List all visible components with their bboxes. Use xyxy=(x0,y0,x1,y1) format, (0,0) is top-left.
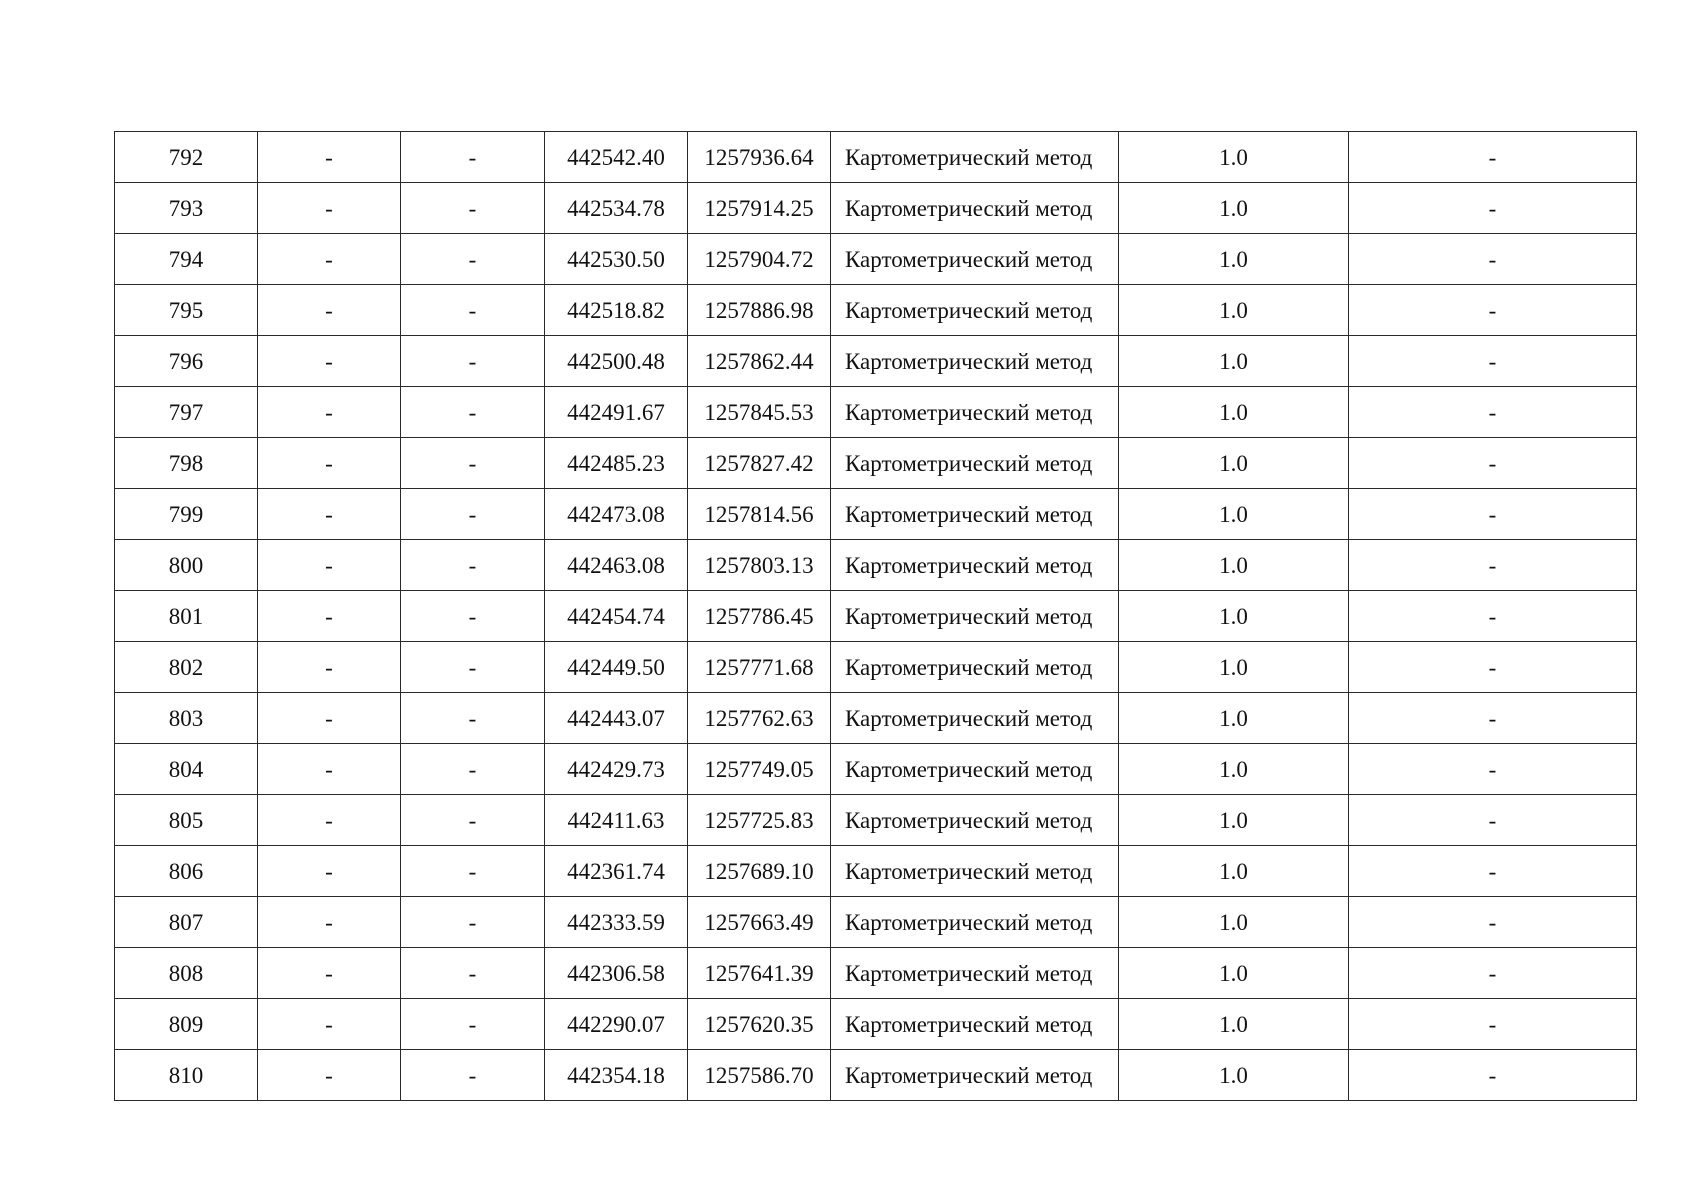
cell-point-number: 808 xyxy=(115,948,258,999)
cell-coordinate-y: 1257886.98 xyxy=(688,285,831,336)
cell-note: - xyxy=(1349,438,1637,489)
cell-empty-dash: - xyxy=(258,489,401,540)
cell-empty-dash: - xyxy=(258,132,401,183)
cell-method: Картометрический метод xyxy=(831,693,1119,744)
cell-empty-dash: - xyxy=(258,438,401,489)
table-row xyxy=(115,438,1637,489)
cell-coordinate-y: 1257725.83 xyxy=(688,795,831,846)
cell-empty-dash: - xyxy=(258,693,401,744)
cell-accuracy: 1.0 xyxy=(1119,999,1349,1050)
cell-coordinate-y: 1257586.70 xyxy=(688,1050,831,1101)
cell-note: - xyxy=(1349,591,1637,642)
cell-empty-dash: - xyxy=(401,897,545,948)
cell-empty-dash: - xyxy=(401,438,545,489)
cell-empty-dash: - xyxy=(401,183,545,234)
cell-accuracy: 1.0 xyxy=(1119,336,1349,387)
cell-empty-dash: - xyxy=(401,591,545,642)
cell-method: Картометрический метод xyxy=(831,795,1119,846)
cell-point-number: 809 xyxy=(115,999,258,1050)
table-row xyxy=(115,693,1637,744)
cell-point-number: 801 xyxy=(115,591,258,642)
cell-coordinate-y: 1257620.35 xyxy=(688,999,831,1050)
cell-coordinate-y: 1257689.10 xyxy=(688,846,831,897)
cell-note: - xyxy=(1349,846,1637,897)
cell-note: - xyxy=(1349,132,1637,183)
cell-method: Картометрический метод xyxy=(831,387,1119,438)
cell-accuracy: 1.0 xyxy=(1119,489,1349,540)
cell-coordinate-x: 442449.50 xyxy=(545,642,688,693)
cell-method: Картометрический метод xyxy=(831,897,1119,948)
cell-coordinate-x: 442530.50 xyxy=(545,234,688,285)
cell-note: - xyxy=(1349,387,1637,438)
table-row xyxy=(115,132,1637,183)
cell-coordinate-x: 442500.48 xyxy=(545,336,688,387)
cell-coordinate-x: 442361.74 xyxy=(545,846,688,897)
cell-method: Картометрический метод xyxy=(831,183,1119,234)
cell-coordinate-x: 442518.82 xyxy=(545,285,688,336)
cell-empty-dash: - xyxy=(258,642,401,693)
cell-accuracy: 1.0 xyxy=(1119,387,1349,438)
table-row xyxy=(115,540,1637,591)
cell-point-number: 804 xyxy=(115,744,258,795)
cell-coordinate-y: 1257641.39 xyxy=(688,948,831,999)
cell-note: - xyxy=(1349,336,1637,387)
cell-empty-dash: - xyxy=(401,1050,545,1101)
cell-coordinate-y: 1257827.42 xyxy=(688,438,831,489)
cell-accuracy: 1.0 xyxy=(1119,591,1349,642)
table-row xyxy=(115,234,1637,285)
cell-point-number: 797 xyxy=(115,387,258,438)
cell-point-number: 810 xyxy=(115,1050,258,1101)
table-row xyxy=(115,846,1637,897)
cell-coordinate-x: 442429.73 xyxy=(545,744,688,795)
table-row xyxy=(115,744,1637,795)
cell-coordinate-y: 1257762.63 xyxy=(688,693,831,744)
cell-empty-dash: - xyxy=(258,540,401,591)
cell-empty-dash: - xyxy=(401,846,545,897)
cell-coordinate-x: 442290.07 xyxy=(545,999,688,1050)
table-row xyxy=(115,642,1637,693)
cell-empty-dash: - xyxy=(258,234,401,285)
cell-note: - xyxy=(1349,1050,1637,1101)
cell-coordinate-x: 442473.08 xyxy=(545,489,688,540)
cell-empty-dash: - xyxy=(258,387,401,438)
cell-coordinate-x: 442354.18 xyxy=(545,1050,688,1101)
cell-note: - xyxy=(1349,540,1637,591)
cell-coordinate-y: 1257814.56 xyxy=(688,489,831,540)
cell-empty-dash: - xyxy=(258,285,401,336)
cell-note: - xyxy=(1349,489,1637,540)
table-row xyxy=(115,489,1637,540)
cell-empty-dash: - xyxy=(258,1050,401,1101)
cell-empty-dash: - xyxy=(401,795,545,846)
cell-coordinate-x: 442333.59 xyxy=(545,897,688,948)
cell-note: - xyxy=(1349,693,1637,744)
table-row xyxy=(115,795,1637,846)
cell-point-number: 800 xyxy=(115,540,258,591)
cell-empty-dash: - xyxy=(401,489,545,540)
cell-note: - xyxy=(1349,999,1637,1050)
cell-empty-dash: - xyxy=(401,744,545,795)
cell-point-number: 792 xyxy=(115,132,258,183)
cell-empty-dash: - xyxy=(258,897,401,948)
cell-coordinate-y: 1257914.25 xyxy=(688,183,831,234)
cell-method: Картометрический метод xyxy=(831,540,1119,591)
table-row xyxy=(115,387,1637,438)
cell-accuracy: 1.0 xyxy=(1119,1050,1349,1101)
cell-empty-dash: - xyxy=(258,336,401,387)
cell-point-number: 795 xyxy=(115,285,258,336)
coordinates-table xyxy=(114,131,1637,1101)
cell-method: Картометрический метод xyxy=(831,846,1119,897)
cell-empty-dash: - xyxy=(258,948,401,999)
table-body xyxy=(115,132,1637,1101)
cell-note: - xyxy=(1349,744,1637,795)
cell-point-number: 806 xyxy=(115,846,258,897)
cell-point-number: 798 xyxy=(115,438,258,489)
cell-empty-dash: - xyxy=(258,999,401,1050)
cell-coordinate-y: 1257936.64 xyxy=(688,132,831,183)
cell-coordinate-x: 442491.67 xyxy=(545,387,688,438)
cell-empty-dash: - xyxy=(401,336,545,387)
cell-note: - xyxy=(1349,183,1637,234)
cell-empty-dash: - xyxy=(401,132,545,183)
cell-point-number: 805 xyxy=(115,795,258,846)
cell-method: Картометрический метод xyxy=(831,285,1119,336)
cell-accuracy: 1.0 xyxy=(1119,132,1349,183)
cell-empty-dash: - xyxy=(401,234,545,285)
cell-coordinate-y: 1257749.05 xyxy=(688,744,831,795)
cell-empty-dash: - xyxy=(401,285,545,336)
cell-note: - xyxy=(1349,897,1637,948)
cell-coordinate-y: 1257803.13 xyxy=(688,540,831,591)
cell-note: - xyxy=(1349,795,1637,846)
cell-accuracy: 1.0 xyxy=(1119,285,1349,336)
cell-accuracy: 1.0 xyxy=(1119,948,1349,999)
cell-note: - xyxy=(1349,948,1637,999)
cell-point-number: 793 xyxy=(115,183,258,234)
cell-empty-dash: - xyxy=(258,795,401,846)
table-row xyxy=(115,183,1637,234)
cell-method: Картометрический метод xyxy=(831,1050,1119,1101)
cell-accuracy: 1.0 xyxy=(1119,438,1349,489)
cell-point-number: 796 xyxy=(115,336,258,387)
cell-empty-dash: - xyxy=(258,183,401,234)
cell-empty-dash: - xyxy=(401,387,545,438)
cell-method: Картометрический метод xyxy=(831,642,1119,693)
cell-coordinate-x: 442542.40 xyxy=(545,132,688,183)
table-row xyxy=(115,336,1637,387)
cell-method: Картометрический метод xyxy=(831,438,1119,489)
cell-empty-dash: - xyxy=(401,642,545,693)
cell-method: Картометрический метод xyxy=(831,336,1119,387)
cell-empty-dash: - xyxy=(258,744,401,795)
table-row xyxy=(115,285,1637,336)
cell-coordinate-y: 1257663.49 xyxy=(688,897,831,948)
cell-point-number: 799 xyxy=(115,489,258,540)
cell-coordinate-y: 1257786.45 xyxy=(688,591,831,642)
cell-empty-dash: - xyxy=(258,846,401,897)
cell-coordinate-x: 442463.08 xyxy=(545,540,688,591)
cell-accuracy: 1.0 xyxy=(1119,846,1349,897)
cell-coordinate-x: 442411.63 xyxy=(545,795,688,846)
cell-accuracy: 1.0 xyxy=(1119,744,1349,795)
cell-coordinate-y: 1257845.53 xyxy=(688,387,831,438)
cell-coordinate-y: 1257771.68 xyxy=(688,642,831,693)
cell-method: Картометрический метод xyxy=(831,591,1119,642)
cell-method: Картометрический метод xyxy=(831,948,1119,999)
cell-point-number: 802 xyxy=(115,642,258,693)
cell-method: Картометрический метод xyxy=(831,999,1119,1050)
cell-accuracy: 1.0 xyxy=(1119,693,1349,744)
cell-point-number: 807 xyxy=(115,897,258,948)
cell-coordinate-y: 1257862.44 xyxy=(688,336,831,387)
cell-accuracy: 1.0 xyxy=(1119,183,1349,234)
cell-method: Картометрический метод xyxy=(831,132,1119,183)
cell-accuracy: 1.0 xyxy=(1119,897,1349,948)
cell-accuracy: 1.0 xyxy=(1119,642,1349,693)
cell-note: - xyxy=(1349,642,1637,693)
table-row xyxy=(115,999,1637,1050)
cell-method: Картометрический метод xyxy=(831,234,1119,285)
cell-accuracy: 1.0 xyxy=(1119,234,1349,285)
cell-coordinate-x: 442534.78 xyxy=(545,183,688,234)
cell-coordinate-x: 442306.58 xyxy=(545,948,688,999)
cell-empty-dash: - xyxy=(401,999,545,1050)
table-row xyxy=(115,948,1637,999)
cell-accuracy: 1.0 xyxy=(1119,795,1349,846)
table-row xyxy=(115,1050,1637,1101)
cell-empty-dash: - xyxy=(401,540,545,591)
cell-coordinate-x: 442443.07 xyxy=(545,693,688,744)
cell-coordinate-x: 442485.23 xyxy=(545,438,688,489)
table-row xyxy=(115,591,1637,642)
cell-accuracy: 1.0 xyxy=(1119,540,1349,591)
cell-empty-dash: - xyxy=(401,948,545,999)
cell-empty-dash: - xyxy=(401,693,545,744)
cell-empty-dash: - xyxy=(258,591,401,642)
cell-point-number: 794 xyxy=(115,234,258,285)
cell-coordinate-y: 1257904.72 xyxy=(688,234,831,285)
cell-method: Картометрический метод xyxy=(831,489,1119,540)
cell-point-number: 803 xyxy=(115,693,258,744)
cell-note: - xyxy=(1349,234,1637,285)
cell-note: - xyxy=(1349,285,1637,336)
cell-coordinate-x: 442454.74 xyxy=(545,591,688,642)
table-row xyxy=(115,897,1637,948)
cell-method: Картометрический метод xyxy=(831,744,1119,795)
